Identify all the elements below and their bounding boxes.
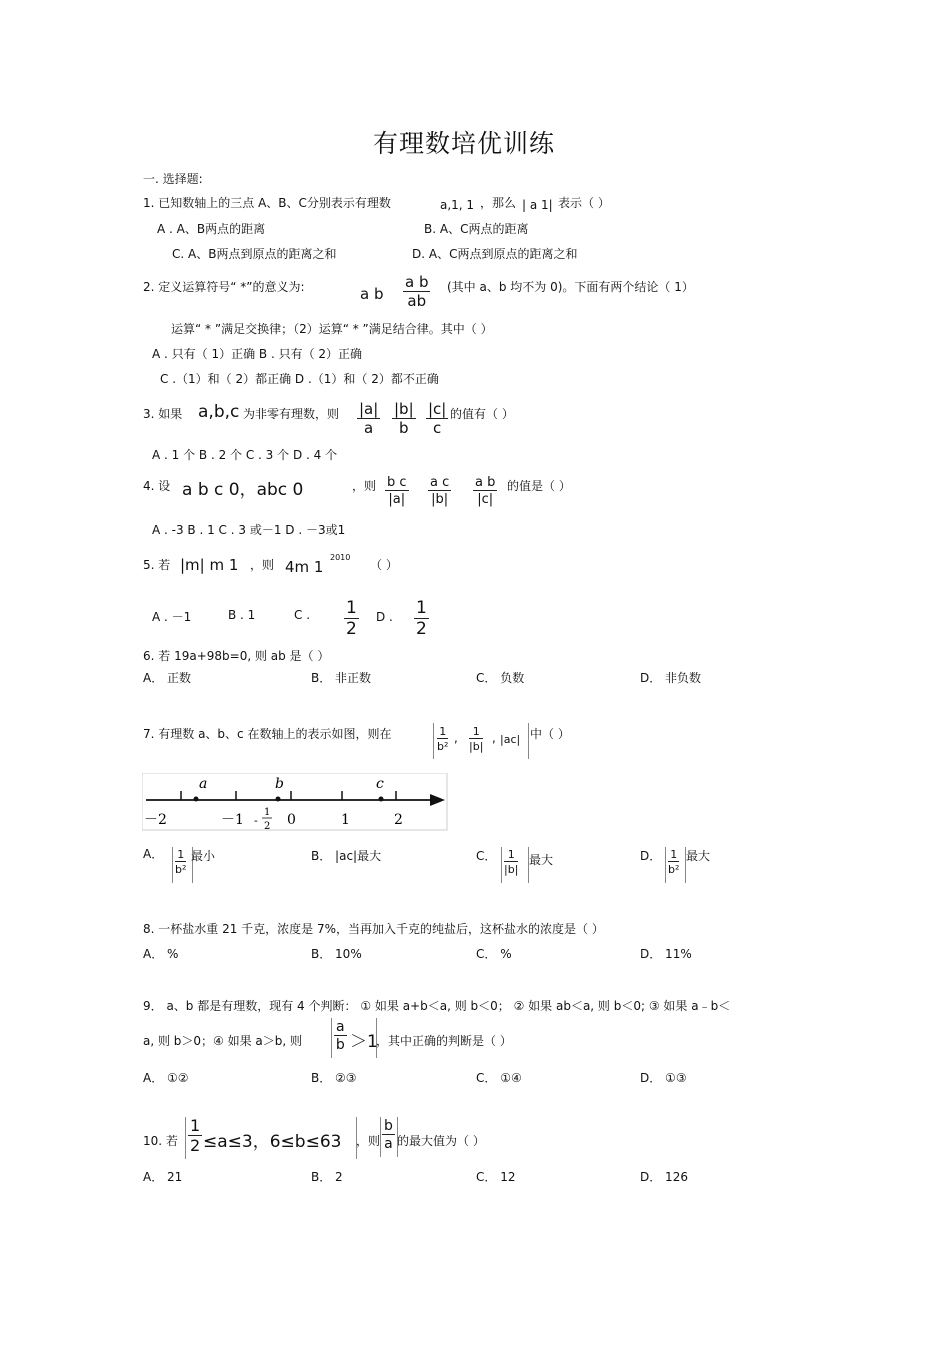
q7-option-c: C． bbox=[476, 849, 497, 863]
q4-stem-c: 的值是（ ） bbox=[507, 479, 571, 493]
q3-fraction-a bbox=[357, 402, 380, 436]
tick-label-half-den: 2 bbox=[264, 821, 271, 831]
q1-stem-d: | a 1| bbox=[522, 198, 553, 212]
q7-option-a-text: 最小 bbox=[191, 849, 216, 863]
q8-stem: 8. 一杯盐水重 21 千克，浓度是 7%，当再加入千克的纯盐后，这杯盐水的浓度是（ ） bbox=[143, 922, 604, 936]
section-heading: 一. 选择题: bbox=[143, 172, 203, 186]
q3-f2-num: |b| bbox=[394, 400, 414, 418]
q7-box-fraction-2 bbox=[469, 726, 483, 752]
q5-option-a: A . －1 bbox=[152, 610, 192, 624]
q4-fraction-a bbox=[385, 476, 409, 506]
arrow-right-icon bbox=[430, 794, 445, 806]
q2-fraction-denominator: ab bbox=[407, 292, 427, 310]
q4-fraction-c bbox=[473, 476, 497, 506]
q9-expression-image bbox=[331, 1018, 377, 1058]
q3-variables: a,b,c bbox=[198, 402, 240, 422]
q4-stem-b: ，则 bbox=[352, 479, 377, 493]
q7-box1-num: 1 bbox=[437, 726, 448, 739]
q7-opta-den: b² bbox=[175, 863, 187, 876]
q5-expression: 4m 1 bbox=[285, 558, 324, 576]
q4-f1-num: b c bbox=[387, 475, 407, 490]
q10-ratio-num: b bbox=[384, 1118, 393, 1134]
q7-optd-fraction bbox=[668, 849, 679, 875]
q2-stem-a: 2. 定义运算符号“ *”的意义为: bbox=[143, 280, 305, 294]
q7-optc-den: |b| bbox=[504, 863, 519, 876]
q10-stem-b: ，则 bbox=[356, 1134, 381, 1148]
q5-exponent: 2010 bbox=[330, 553, 351, 562]
q3-fraction-b bbox=[392, 402, 416, 436]
q3-f2-den: b bbox=[399, 419, 409, 437]
q3-stem-c: 的值有（ ） bbox=[450, 407, 514, 421]
point-a bbox=[194, 797, 199, 802]
q7-opta-fraction bbox=[175, 849, 186, 875]
q1-option-b: B. A、C两点的距离 bbox=[424, 222, 529, 236]
tick-label-minus-1: －1 bbox=[221, 812, 244, 828]
q5-option-c-fraction bbox=[344, 600, 359, 638]
q8-option-c: C． % bbox=[476, 947, 512, 961]
q10-img-num: 1 bbox=[190, 1116, 201, 1135]
q10-ratio-image bbox=[380, 1117, 398, 1157]
tick-label-1: 1 bbox=[341, 812, 350, 828]
q5-optd-num: 1 bbox=[416, 598, 427, 618]
q7-optd-den: b² bbox=[668, 863, 680, 876]
q9-img-den: b bbox=[335, 1037, 345, 1053]
q7-opta-num: 1 bbox=[175, 849, 186, 862]
q6-option-d: D． 非负数 bbox=[640, 671, 702, 685]
q10-stem-a: 10. 若 bbox=[143, 1134, 178, 1148]
label-c: c bbox=[376, 776, 384, 792]
tick-label-minus-2: －2 bbox=[144, 812, 167, 828]
q7-option-d: D． bbox=[640, 849, 662, 863]
q3-stem-a: 3. 如果 bbox=[143, 407, 183, 421]
q7-optc-fraction bbox=[504, 849, 518, 875]
q7-comma-1: , bbox=[454, 731, 458, 745]
q7-option-c-image bbox=[501, 847, 529, 883]
q8-option-a: A． % bbox=[143, 947, 179, 961]
q10-stem-c: 的最大值为（ ） bbox=[397, 1134, 485, 1148]
q1-option-c: C. A、B两点到原点的距离之和 bbox=[172, 247, 337, 261]
q7-box-fraction-1 bbox=[437, 726, 448, 752]
q7-option-a: A． bbox=[143, 847, 164, 861]
q6-option-a: A． 正数 bbox=[143, 671, 192, 685]
q9-option-c: C． ①④ bbox=[476, 1071, 522, 1085]
q4-condition: a b c 0，abc 0 bbox=[182, 480, 304, 500]
q6-option-c: C． 负数 bbox=[476, 671, 525, 685]
q2-line2: 运算“ * ”满足交换律；（2）运算“ * ”满足结合律。其中（ ） bbox=[171, 322, 493, 336]
q7-box2-den: |b| bbox=[469, 740, 484, 753]
q1-stem-c: ，那么 bbox=[480, 196, 517, 210]
q7-optd-num: 1 bbox=[668, 849, 679, 862]
q5-optc-den: 2 bbox=[346, 619, 357, 639]
q6-stem: 6. 若 19a+98b=0, 则 ab 是（ ） bbox=[143, 649, 330, 663]
tick-label-0: 0 bbox=[287, 812, 296, 828]
q4-stem-a: 4. 设 bbox=[143, 479, 171, 493]
q1-option-a: A . A、B两点的距离 bbox=[157, 222, 266, 236]
q7-expression-image bbox=[433, 723, 529, 759]
q7-number-line bbox=[142, 773, 448, 831]
q5-option-b: B . 1 bbox=[228, 608, 256, 622]
q9-img-num: a bbox=[336, 1019, 345, 1035]
q7-box2-num: 1 bbox=[469, 726, 483, 739]
q8-option-b: B． 10% bbox=[311, 947, 362, 961]
q3-f1-den: a bbox=[364, 419, 374, 437]
q10-expression-image bbox=[185, 1117, 357, 1159]
q2-options-cd: C .（1）和（ 2）都正确 D .（1）和（ 2）都不正确 bbox=[160, 372, 439, 386]
q5-optd-den: 2 bbox=[416, 619, 427, 639]
q5-option-c: C . bbox=[294, 608, 311, 622]
q5-option-d-fraction bbox=[414, 600, 429, 638]
q9-line2a: a, 则 b＞0；④ 如果 a＞b, 则 bbox=[143, 1034, 303, 1048]
q5-stem-b: ，则 bbox=[250, 558, 275, 572]
q9-img-fraction bbox=[334, 1020, 347, 1052]
q7-option-d-image bbox=[665, 847, 686, 883]
q10-option-c: C． 12 bbox=[476, 1170, 516, 1184]
q9-option-a: A． ①② bbox=[143, 1071, 189, 1085]
q7-stem-a: 7. 有理数 a、b、c 在数轴上的表示如图，则在 bbox=[143, 727, 392, 741]
q7-optc-num: 1 bbox=[504, 849, 518, 862]
tick-label-2: 2 bbox=[394, 812, 403, 828]
point-b bbox=[276, 797, 281, 802]
q3-f1-num: |a| bbox=[359, 400, 379, 418]
q7-option-a-image bbox=[172, 847, 193, 883]
q10-ratio-fraction bbox=[382, 1119, 395, 1151]
q10-img-den: 2 bbox=[190, 1136, 201, 1155]
q3-f3-num: |c| bbox=[428, 400, 447, 418]
q3-stem-b: 为非零有理数，则 bbox=[243, 407, 340, 421]
q9-option-d: D． ①③ bbox=[640, 1071, 687, 1085]
q4-f2-num: a c bbox=[430, 475, 450, 490]
q7-comma-2: , bbox=[492, 731, 496, 745]
q5-option-d: D . bbox=[376, 610, 393, 624]
q9-img-text: ＞1 bbox=[350, 1032, 378, 1052]
q2-options-ab: A . 只有（ 1）正确 B . 只有（ 2）正确 bbox=[152, 347, 363, 361]
q10-option-d: D． 126 bbox=[640, 1170, 688, 1184]
q7-option-c-text: 最大 bbox=[529, 853, 554, 867]
q4-f1-den: |a| bbox=[388, 492, 406, 507]
q10-img-text: ≤a≤3，6≤b≤63 bbox=[203, 1132, 342, 1152]
page-title: 有理数培优训练 bbox=[373, 129, 556, 158]
tick-label-half-sign: - bbox=[254, 814, 258, 827]
q5-stem-a: 5. 若 bbox=[143, 558, 171, 572]
q8-option-d: D． 11% bbox=[640, 947, 692, 961]
q3-fraction-c bbox=[426, 402, 448, 436]
q1-stem-b: a,1, 1 bbox=[440, 198, 475, 212]
q7-option-d-text: 最大 bbox=[686, 849, 711, 863]
q2-fraction-numerator: a b bbox=[405, 273, 429, 291]
q1-option-d: D. A、C两点到原点的距离之和 bbox=[412, 247, 578, 261]
q4-f2-den: |b| bbox=[431, 492, 449, 507]
q10-ratio-den: a bbox=[384, 1136, 393, 1152]
tick-label-half-num: 1 bbox=[264, 807, 271, 818]
q9-option-b: B． ②③ bbox=[311, 1071, 357, 1085]
q4-f3-num: a b bbox=[475, 475, 496, 490]
q7-box3: |ac| bbox=[500, 733, 521, 746]
q10-img-fraction bbox=[188, 1118, 202, 1154]
q9-line2b: ，其中正确的判断是（ ） bbox=[376, 1034, 512, 1048]
q7-box1-den: b² bbox=[437, 740, 449, 753]
q7-option-b: B． |ac|最大 bbox=[311, 849, 382, 863]
q4-fraction-b bbox=[428, 476, 451, 506]
q4-options: A . -3 B . 1 C . 3 或－1 D . －3或1 bbox=[152, 523, 346, 537]
q10-option-a: A． 21 bbox=[143, 1170, 183, 1184]
q2-lhs: a b bbox=[360, 285, 384, 303]
q1-stem-e: 表示（ ） bbox=[558, 196, 610, 210]
q6-option-b: B． 非正数 bbox=[311, 671, 372, 685]
q5-optc-num: 1 bbox=[346, 598, 357, 618]
q3-options: A . 1 个 B . 2 个 C . 3 个 D . 4 个 bbox=[152, 448, 338, 462]
label-a: a bbox=[199, 776, 208, 792]
q5-condition: |m| m 1 bbox=[180, 556, 239, 574]
q2-fraction bbox=[403, 275, 430, 309]
q7-stem-b: 中（ ） bbox=[530, 727, 570, 741]
q10-option-b: B． 2 bbox=[311, 1170, 343, 1184]
label-b: b bbox=[275, 776, 284, 792]
point-c bbox=[379, 797, 384, 802]
q1-stem-a: 1. 已知数轴上的三点 A、B、C分别表示有理数 bbox=[143, 196, 391, 210]
q4-f3-den: |c| bbox=[477, 492, 494, 507]
q5-stem-c: （ ） bbox=[370, 558, 398, 572]
q3-f3-den: c bbox=[433, 419, 442, 437]
q2-stem-b: (其中 a、b 均不为 0)。下面有两个结论（ 1） bbox=[447, 280, 694, 294]
q9-line1: 9． a、b 都是有理数，现有 4 个判断： ① 如果 a+b＜a, 则 b＜0； ② 如果 ab＜a, 则 b＜0; ③ 如果 a﹣b＜ bbox=[143, 999, 731, 1013]
